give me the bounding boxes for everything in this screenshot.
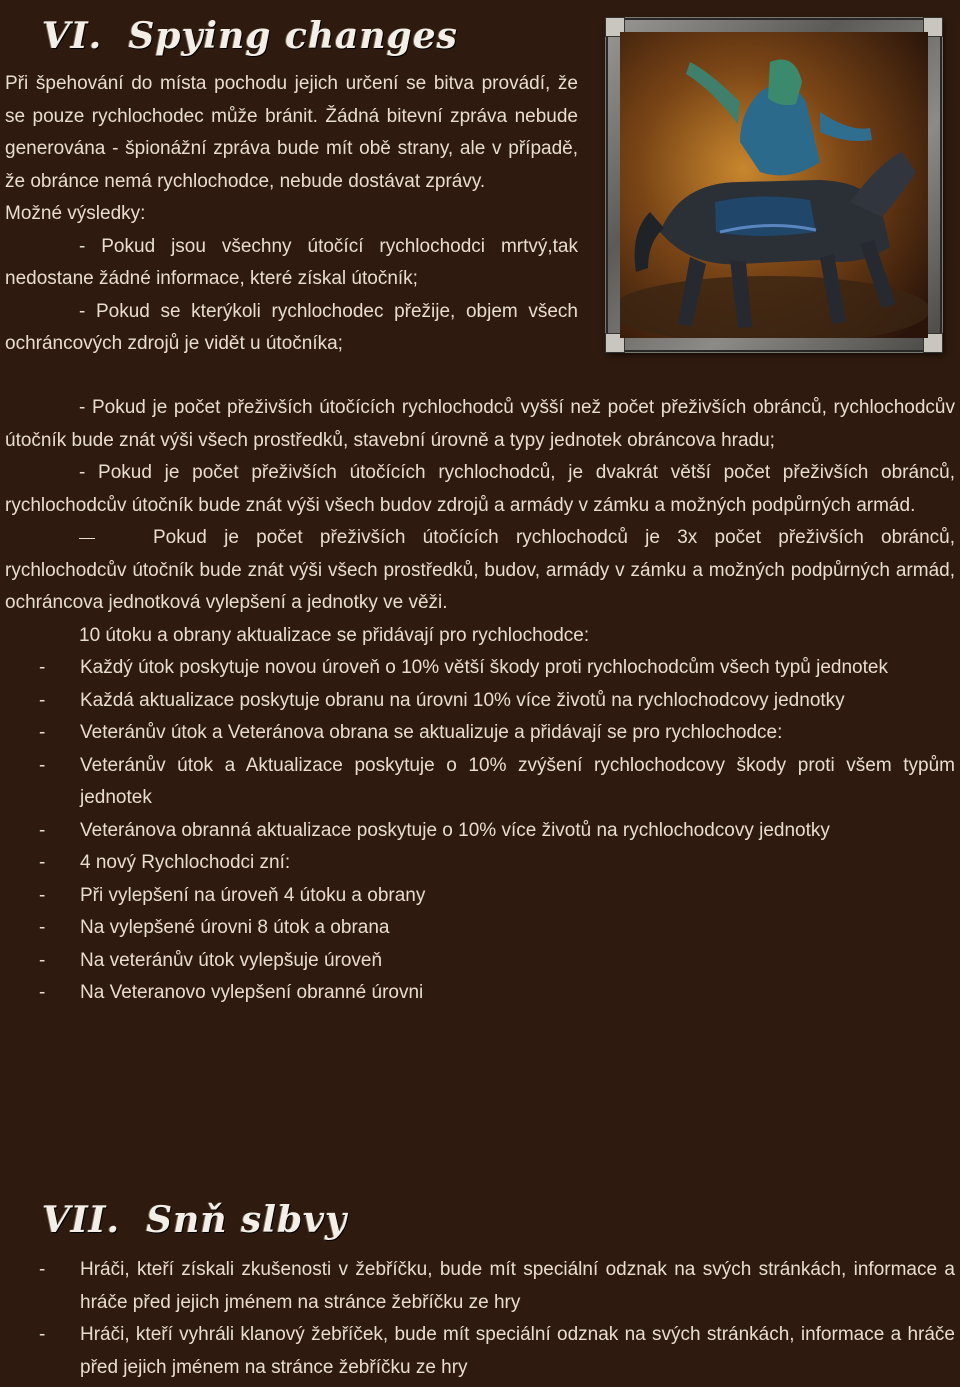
dash-marker xyxy=(79,538,95,539)
rider-illustration xyxy=(606,18,942,352)
list-item xyxy=(5,815,955,848)
list-item-text: Při vylepšení na úroveň 4 útoku a obrany xyxy=(80,884,426,906)
list-item-text: Každá aktualizace poskytuje obranu na úrovni 10% více životů na rychlochodcovy jednotky xyxy=(80,689,845,711)
upgrades-intro: 10 útoku a obrany aktualizace se přidávají pro rychlochodce: xyxy=(79,624,590,646)
bullet-dash: - xyxy=(39,884,46,906)
list-item xyxy=(5,945,955,978)
section-heading-spying-changes xyxy=(42,14,458,58)
bullet-dash: - xyxy=(39,982,46,1003)
list-item xyxy=(5,750,955,815)
list-item xyxy=(5,1254,955,1319)
list-item-text: 4 nový Rychlochodci zní: xyxy=(80,852,291,873)
list-item-text: Veteránův útok a Veteránova obrana se aktualizuje a přidávají se pro rychlochodce: xyxy=(80,722,783,743)
bullet-dash: - xyxy=(39,657,46,678)
result-item: - Pokud jsou všechny útočící rychlochodci mrtvý,tak nedostane žádné informace, které získal útočník; xyxy=(5,235,578,289)
list-item xyxy=(5,912,955,945)
result-item: - Pokud se kterýkoli rychlochodec přežije, objem všech ochráncových zdrojů je vidět u útočníka; xyxy=(5,300,578,354)
bullet-dash: - xyxy=(39,852,46,873)
spying-lead-text xyxy=(5,68,578,361)
list-item-text: Veteránův útok a Aktualizace poskytuje o 10% zvýšení rychlochodcovy škody proti všem typům jednotek xyxy=(80,754,955,808)
section-number: VII. xyxy=(42,1199,121,1241)
result-item: - Pokud je počet přeživších útočících rychlochodců vyšší než počet přeživších obránců, rychlochodcův útočník bude znát výši všech prostředků, stavební úrovně a typy jednotek obráncova hradu; xyxy=(5,397,955,451)
list-item-text: Každý útok poskytuje novou úroveň o 10% větší škody proti rychlochodcům všech typů jednotek xyxy=(80,657,888,678)
section-title: Snň slbvy xyxy=(146,1199,347,1241)
list-item xyxy=(5,880,955,913)
list-item-text: Na Veteranovo vylepšení obranné úrovni xyxy=(80,982,424,1003)
section-number: VI. xyxy=(42,15,103,57)
list-item-text: Na veteránův útok vylepšuje úroveň xyxy=(80,949,383,971)
possible-results-label: Možné výsledky: xyxy=(5,203,146,224)
bullet-dash: - xyxy=(39,754,46,776)
section7-body xyxy=(5,1254,955,1384)
horseman-picture xyxy=(620,32,928,338)
list-item xyxy=(5,717,955,750)
list-item xyxy=(5,847,955,880)
bullet-dash: - xyxy=(39,917,46,938)
bullet-dash: - xyxy=(39,1259,46,1280)
spying-results-continued xyxy=(5,392,955,1010)
result-item: - Pokud je počet přeživších útočících rychlochodců, je dvakrát větší počet přeživších obránců, rychlochodcův útočník bude znát výši všech budov zdrojů a armády v zámku a možných podpůrných armád. xyxy=(5,462,955,516)
bullet-dash: - xyxy=(39,819,46,841)
bullet-dash: - xyxy=(39,689,46,711)
section-heading-7 xyxy=(42,1198,347,1242)
list-item xyxy=(5,652,955,685)
bullet-dash: - xyxy=(39,949,46,971)
list-item-text: Hráči, kteří získali zkušenosti v žebříčku, bude mít speciální odznak na svých stránkách, informace a hráče před jejich jménem na stránce žebříčku ze hry xyxy=(80,1259,955,1313)
list-item xyxy=(5,977,955,1010)
result-item xyxy=(5,522,955,620)
upgrades-list xyxy=(5,652,955,1010)
list-item xyxy=(5,1319,955,1384)
list-item xyxy=(5,685,955,718)
section-title: Spying changes xyxy=(128,15,458,57)
bullet-dash: - xyxy=(39,1324,46,1345)
list-item-text: Hráči, kteří vyhráli klanový žebříček, bude mít speciální odznak na svých stránkách, informace a hráče před jejich jménem na stránce žebříčku ze hry xyxy=(80,1324,955,1378)
list-item-text: Veteránova obranná aktualizace poskytuje o 10% více životů na rychlochodcovy jednotky xyxy=(80,819,830,841)
bullet-dash: - xyxy=(39,722,46,743)
list-item-text: Na vylepšené úrovni 8 útok a obrana xyxy=(80,917,390,938)
spying-description: Při špehování do místa pochodu jejich určení se bitva provádí, že se pouze rychlochodec může bránit. Žádná bitevní zpráva nebude generována - špionážní zpráva bude mít obě strany, ale v případě, že obránce nemá rychlochodce, nebude dostávat zprávy. xyxy=(5,73,578,192)
result-item-text: Pokud je počet přeživších útočících rychlochodců je 3x počet přeživších obránců, rychlochodcův útočník bude znát výši všech prostředků, budov, armády v zámku a možných podpůrných armád, ochráncova jednotková vylepšení a jednotky ve věži. xyxy=(5,527,955,613)
ladder-list xyxy=(5,1254,955,1384)
